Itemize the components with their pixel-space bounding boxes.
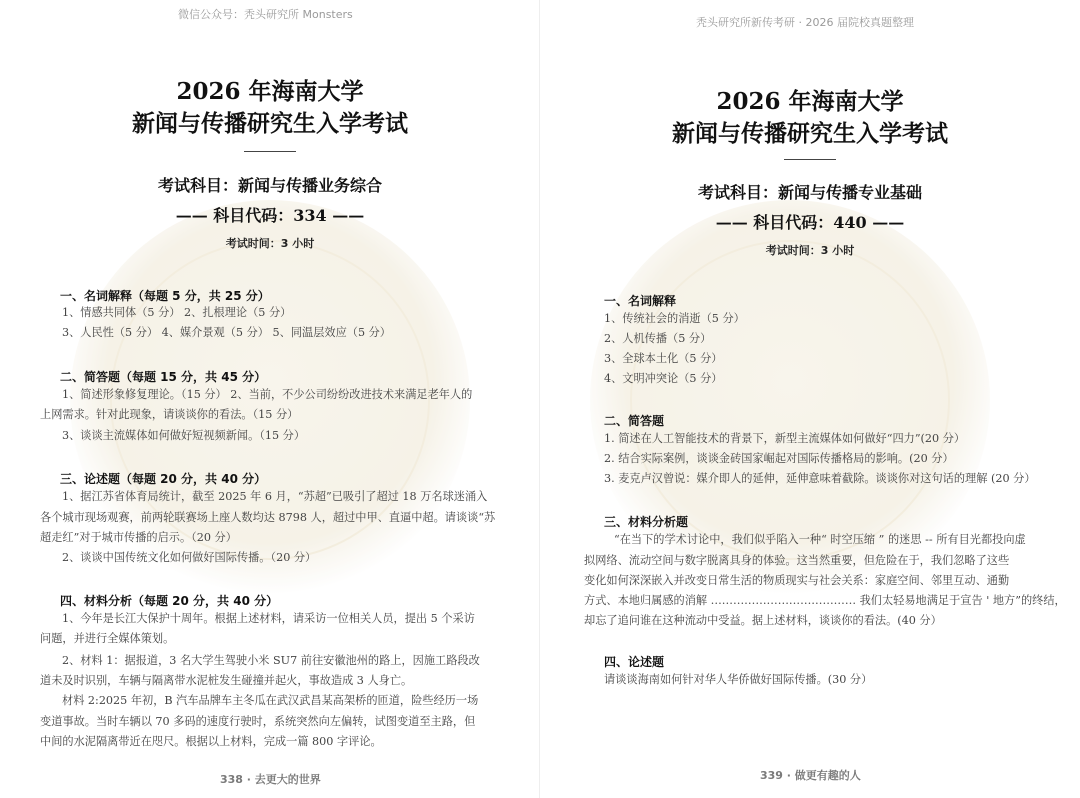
question-line: 2. 结合实际案例，谈谈金砖国家崛起对国际传播格局的影响。(20 分） <box>604 452 954 465</box>
section-heading: 二、简答题（每题 15 分，共 45 分） <box>60 370 267 384</box>
title-rule <box>244 151 296 152</box>
question-line: 2、谈谈中国传统文化如何做好国际传播。（20 分） <box>62 551 317 564</box>
section-heading: 一、名词解释（每题 5 分，共 25 分） <box>60 289 270 303</box>
question-line: 各个城市现场观赛，前两轮联赛场上座人数均达 8798 人，超过中甲、直逼中超。请谈谈“苏 <box>40 511 496 524</box>
question-line: 问题，并进行全媒体策划。 <box>40 632 175 645</box>
question-line: 1、据江苏省体育局统计，截至 2025 年 6 月，“苏超”已吸引了超过 18 万名球迷涌入 <box>62 490 488 503</box>
exam-title-line1: 2026 年海南大学 <box>176 78 364 105</box>
section-heading: 二、简答题 <box>604 414 665 428</box>
question-line: 道未及时识别，车辆与隔离带水泥桩发生碰撞并起火，事故造成 3 人身亡。 <box>40 674 413 687</box>
exam-subject: 考试科目：新闻与传播专业基础 <box>697 183 922 202</box>
question-line: 3. 麦克卢汉曾说：媒介即人的延伸，延伸意味着截除。谈谈你对这句话的理解 (20 分） <box>604 472 1036 485</box>
exam-code: —— 科目代码：334 —— <box>175 206 365 225</box>
question-line: 3、人民性（5 分） 4、媒介景观（5 分） 5、同温层效应（5 分） <box>62 326 391 339</box>
question-line: 变化如何深深嵌入并改变日常生活的物质现实与社会关系：家庭空间、邻里互动、通勤 <box>584 574 1010 587</box>
page-header: 秃头研究所新传考研 · 2026 届院校真题整理 <box>696 16 914 29</box>
question-line: 1. 简述在人工智能技术的背景下，新型主流媒体如何做好“四力”(20 分） <box>604 432 966 445</box>
question-line: 4、文明冲突论（5 分） <box>604 372 723 385</box>
exam-time: 考试时间：3 小时 <box>225 237 315 250</box>
section-heading: 一、名词解释 <box>604 294 677 308</box>
title-rule <box>784 159 836 160</box>
question-line: 中间的水泥隔离带近在咫尺。根据以上材料，完成一篇 800 字评论。 <box>40 735 382 748</box>
question-line: 3、全球本土化（5 分） <box>604 352 723 365</box>
question-line: 2、材料 1：据报道，3 名大学生驾驶小米 SU7 前往安徽池州的路上，因施工路段改 <box>62 654 480 667</box>
page-footer: 338 · 去更大的世界 <box>220 773 321 786</box>
question-line: 请谈谈海南如何针对华人华侨做好国际传播。(30 分） <box>604 673 873 686</box>
section-heading: 三、材料分析题 <box>604 515 689 529</box>
question-line: 变道事故。当时车辆以 70 多码的速度行驶时，系统突然向左偏转，试图变道至主路，但 <box>40 715 476 728</box>
exam-subject: 考试科目：新闻与传播业务综合 <box>157 176 382 195</box>
question-line: 1、简述形象修复理论。（15 分） 2、当前，不少公司纷纷改进技术来满足老年人的 <box>62 388 473 401</box>
section-heading: 四、材料分析（每题 20 分，共 40 分） <box>60 594 279 608</box>
exam-title-line2: 新闻与传播研究生入学考试 <box>132 110 408 137</box>
question-line: “在当下的学术讨论中，我们似乎陷入一种“ 时空压缩 ” 的迷思 -- 所有目光都投向虚 <box>614 533 1026 546</box>
question-line: 1、今年是长江大保护十周年。根据上述材料，请采访一位相关人员，提出 5 个采访 <box>62 612 475 625</box>
question-line: 1、情感共同体（5 分） 2、扎根理论（5 分） <box>62 306 292 319</box>
question-line: 拟网络、流动空间与数字脱离具身的体验。这当然重要，但危险在于，我们忽略了这些 <box>584 554 1010 567</box>
section-heading: 三、论述题（每题 20 分，共 40 分） <box>60 472 267 486</box>
question-line: 1、传统社会的消逝（5 分） <box>604 312 745 325</box>
question-line: 上网需求。针对此现象，请谈谈你的看法。（15 分） <box>40 408 299 421</box>
page-header: 微信公众号：秃头研究所 Monsters <box>178 8 353 21</box>
exam-code: —— 科目代码：440 —— <box>715 213 905 232</box>
exam-title-line1: 2026 年海南大学 <box>716 88 904 115</box>
question-line: 却忘了追问谁在这种流动中受益。据上述材料，谈谈你的看法。(40 分） <box>584 614 942 627</box>
exam-title-line2: 新闻与传播研究生入学考试 <box>672 120 948 147</box>
question-line: 材料 2:2025 年初，B 汽车品牌车主冬瓜在武汉武昌某高架桥的匝道，险些经历一场 <box>62 694 479 707</box>
question-line: 3、谈谈主流媒体如何做好短视频新闻。（15 分） <box>62 429 306 442</box>
page-footer: 339 · 做更有趣的人 <box>760 769 861 782</box>
question-line: 方式、本地归属感的消解 ………………………………… 我们太轻易地满足于宣告 ' 地方”的终结， <box>584 594 1066 607</box>
section-heading: 四、论述题 <box>604 655 665 669</box>
question-line: 超走红”对于城市传播的启示。（20 分） <box>40 531 237 544</box>
exam-time: 考试时间：3 小时 <box>765 244 855 257</box>
page-right <box>540 0 1080 798</box>
question-line: 2、人机传播（5 分） <box>604 332 712 345</box>
